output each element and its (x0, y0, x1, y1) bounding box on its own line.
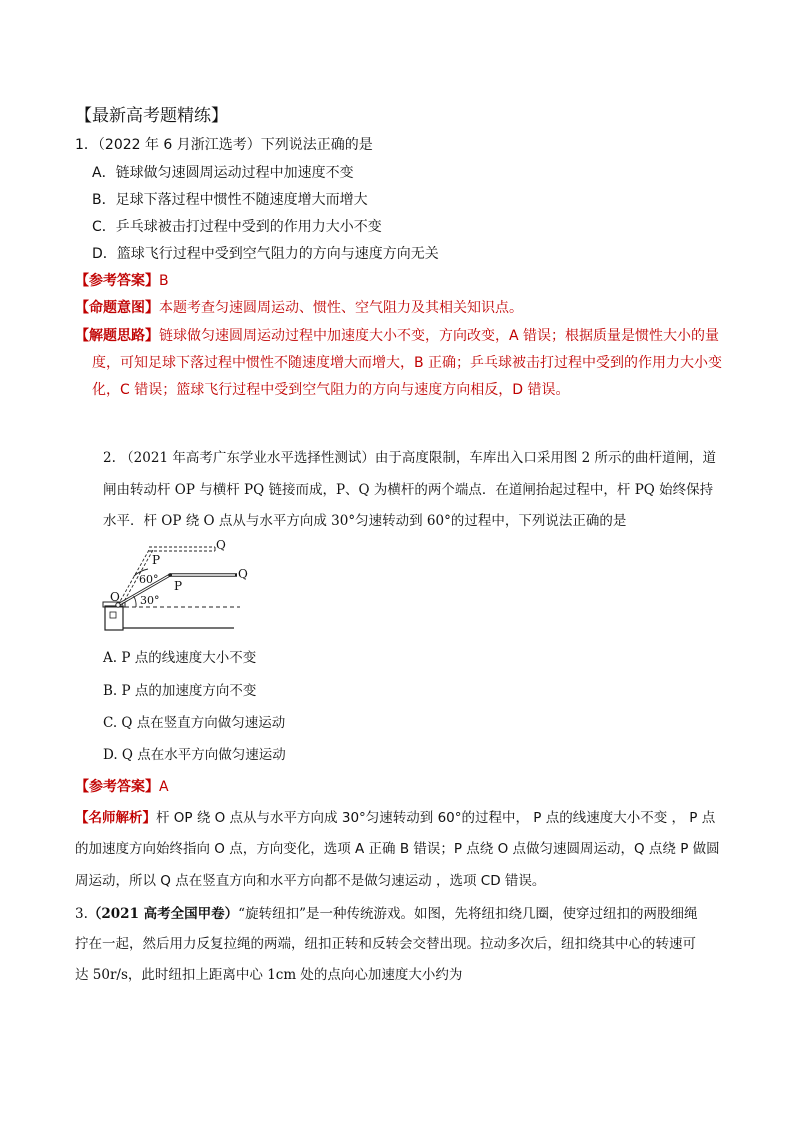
q1-solution-line-3: 化，C 错误；篮球飞行过程中受到空气阻力的方向与速度方向相反，D 错误。 (92, 382, 570, 398)
q1-stem: 1．（2022 年 6 月浙江选考）下列说法正确的是 (75, 137, 373, 153)
q1-intent-text: 本题考查匀速圆周运动、惯性、空气阻力及其相关知识点。 (159, 300, 523, 316)
q2-stem-line-2: 闸由转动杆 OP 与横杆 PQ 链接而成，P、Q 为横杆的两个端点．在道闸抬起过程中，杆 PQ 始终保持 (103, 482, 714, 498)
q2-answer (75, 777, 169, 797)
q1-option-a: A．链球做匀速圆周运动过程中加速度不变 (92, 165, 354, 181)
q1-intent-label: 【命题意图】 (75, 300, 159, 316)
q3-source: （2021 高考全国甲卷） (87, 906, 239, 922)
q1-option-c: C．乒乓球被击打过程中受到的作用力大小不变 (92, 219, 382, 235)
q2-option-a: A. P 点的线速度大小不变 (103, 650, 257, 666)
q1-option-b: B．足球下落过程中惯性不随速度增大而增大 (92, 192, 368, 208)
q2-option-b: B. P 点的加速度方向不变 (103, 683, 257, 699)
label-30: 30° (140, 594, 160, 607)
q1-answer-label: 【参考答案】 (75, 273, 159, 289)
q2-option-c: C. Q 点在竖直方向做匀速运动 (103, 715, 286, 731)
q2-analysis-line-2: 的加速度方向始终指向 O 点，方向变化，选项 A 正确 B 错误；P 点绕 O 点做匀速圆周运动，Q 点绕 P 做圆 (75, 841, 720, 857)
q2-analysis-label: 【名师解析】 (75, 810, 156, 826)
section-title: 【最新高考题精练】 (75, 106, 228, 126)
label-q-top: Q (216, 538, 226, 552)
q3-number: 3. (75, 906, 88, 922)
q1-solution-line-1 (75, 326, 719, 346)
q3-stem-line-1 (75, 904, 697, 924)
pivot-p (168, 573, 172, 577)
q1-option-d: D．篮球飞行过程中受到空气阻力的方向与速度方向无关 (92, 246, 439, 262)
label-60: 60° (139, 573, 159, 586)
q1-solution-line-2: 度，可知足球下落过程中惯性不随速度增大而增大，B 正确；乒乓球被击打过程中受到的作用力大小变 (92, 355, 723, 371)
label-o: O (110, 590, 120, 604)
label-p-top: P (152, 553, 161, 567)
q2-option-d: D. Q 点在水平方向做匀速运动 (103, 747, 286, 763)
q1-intent (75, 298, 523, 318)
q1-answer-value: B (159, 273, 169, 289)
label-p-mid: P (174, 579, 183, 593)
q1-solution-label: 【解题思路】 (75, 328, 159, 344)
q2-answer-label: 【参考答案】 (75, 779, 159, 795)
q2-answer-value: A (159, 779, 169, 795)
label-q-mid: Q (238, 567, 248, 581)
q3-stem-text-1: “旋转纽扣”是一种传统游戏。如图，先将纽扣绕几圈，使穿过纽扣的两股细绳 (238, 906, 698, 922)
q1-solution-text-1: 链球做匀速圆周运动过程中加速度大小不变，方向改变，A 错误；根据质量是惯性大小的量 (159, 328, 720, 344)
q2-analysis-line-3: 周运动，所以 Q 点在竖直方向和水平方向都不是做匀速运动 ，选项 CD 错误。 (75, 873, 546, 889)
q3-stem-line-3: 达 50r/s，此时纽扣上距离中心 1cm 处的点向心加速度大小约为 (75, 967, 463, 983)
arc-30 (134, 596, 136, 607)
gate-post-window (110, 612, 116, 618)
q1-answer (75, 271, 169, 291)
q3-stem-line-2: 拧在一起，然后用力反复拉绳的两端，纽扣正转和反转会交替出现。拉动多次后，纽扣绕其中心的转速可 (75, 936, 696, 952)
gate-diagram (100, 536, 260, 636)
q2-analysis-line-1 (75, 808, 715, 828)
q2-stem-line-3: 水平．杆 OP 绕 O 点从与水平方向成 30°匀速转动到 60°的过程中，下列说法正确的是 (103, 513, 627, 529)
q2-stem-line-1: 2. （2021 年高考广东学业水平选择性测试）由于高度限制，车库出入口采用图 2 所示的曲杆道闸，道 (103, 450, 716, 466)
q2-analysis-text-1: 杆 OP 绕 O 点从与水平方向成 30°匀速转动到 60°的过程中， P 点的线速度大小不变 ， P 点 (156, 810, 716, 826)
